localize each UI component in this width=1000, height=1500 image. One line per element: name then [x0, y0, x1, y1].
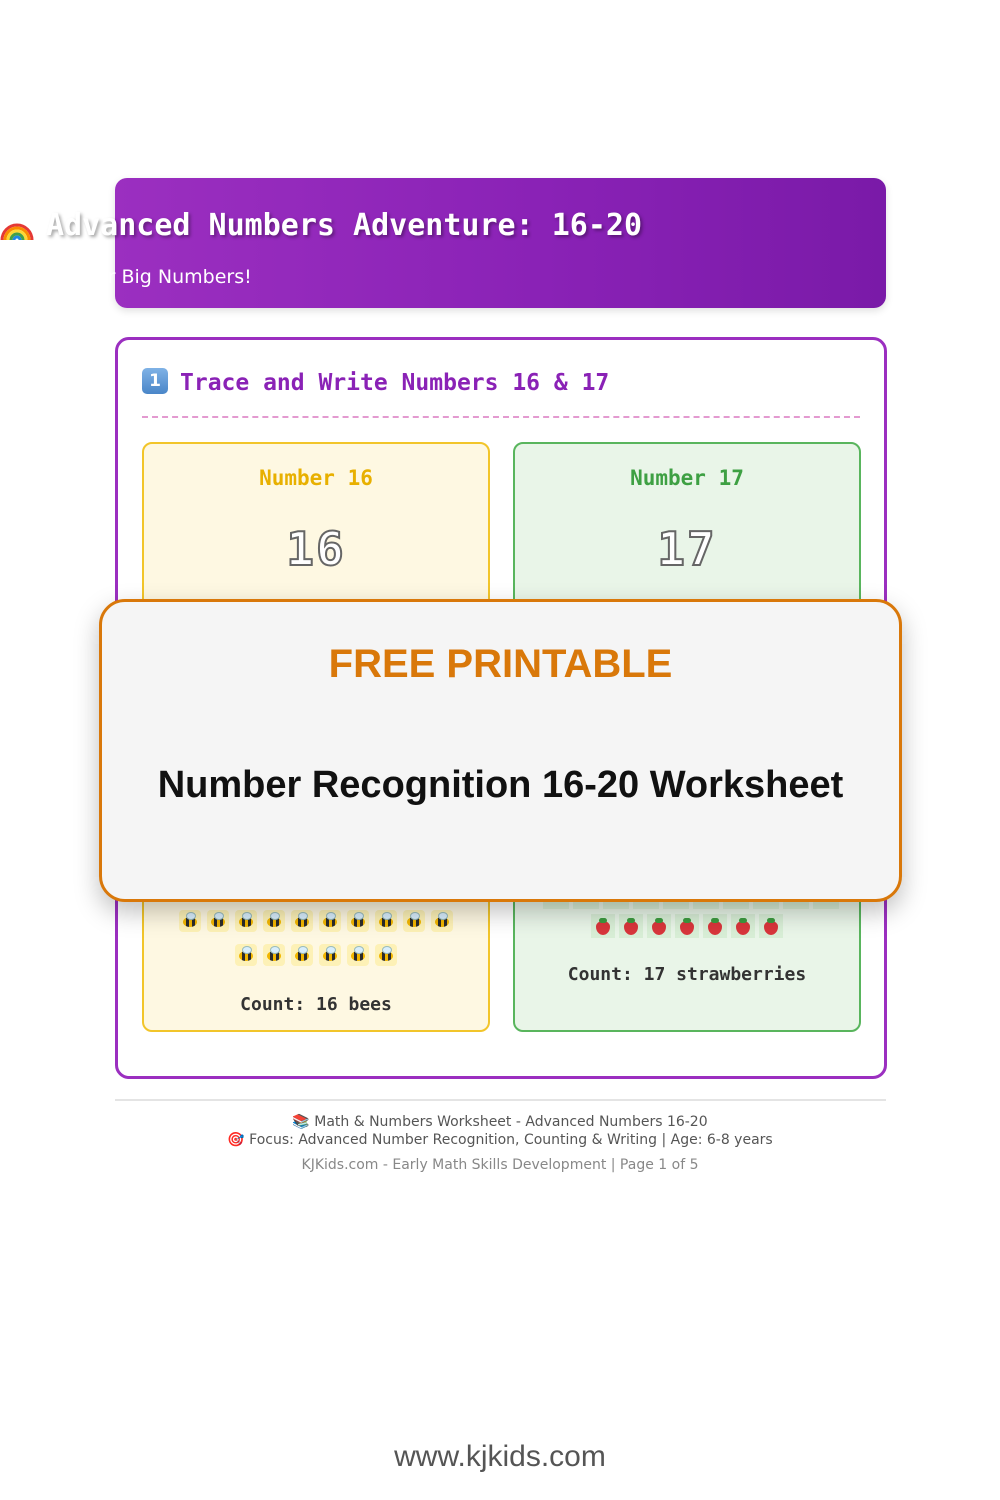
section-title-text: Trace and Write Numbers 16 & 17 [180, 370, 610, 396]
bee-icon [207, 910, 229, 932]
bee-icon [403, 910, 425, 932]
rainbow-icon [0, 214, 34, 234]
bee-row [144, 910, 488, 932]
number-one-icon: 1 [142, 368, 168, 394]
strawberry-icon [703, 914, 727, 938]
section-title [142, 370, 609, 397]
bee-icon [347, 944, 369, 966]
card-title: Number 16 [259, 466, 373, 490]
overlay-subtitle: Number Recognition 16-20 Worksheet [157, 764, 844, 806]
trace-number[interactable]: 17 [657, 522, 717, 576]
footer-text-2: Focus: Advanced Number Recognition, Counting & Writing | Age: 6-8 years [249, 1132, 773, 1148]
header-banner [115, 178, 886, 308]
page-subtitle: Let's Master Big Numbers! [0, 266, 252, 288]
bee-icon [347, 910, 369, 932]
promo-overlay [99, 599, 902, 902]
count-label: Count: 16 bees [240, 994, 392, 1015]
bee-icon [319, 910, 341, 932]
bee-icon [235, 944, 257, 966]
strawberry-icon [759, 914, 783, 938]
bee-icon [291, 944, 313, 966]
bee-icon [375, 910, 397, 932]
bee-icon [263, 944, 285, 966]
bee-icon [235, 910, 257, 932]
strawberry-icon [591, 914, 615, 938]
card-title: Number 17 [630, 466, 744, 490]
footer-line-3: KJKids.com - Early Math Skills Development | Page 1 of 5 [301, 1157, 699, 1173]
trace-number[interactable]: 16 [286, 522, 346, 576]
bee-row [144, 944, 488, 966]
books-icon: 📚 [292, 1114, 315, 1130]
website-url[interactable]: www.kjkids.com [394, 1440, 606, 1473]
bee-icon [291, 910, 313, 932]
overlay-title: FREE PRINTABLE [328, 642, 673, 686]
strawberry-icon [647, 914, 671, 938]
divider [142, 416, 860, 418]
strawberry-row [515, 914, 859, 938]
footer-line-2 [0, 1132, 1000, 1148]
bee-icon [431, 910, 453, 932]
bee-icon [375, 944, 397, 966]
strawberry-icon [675, 914, 699, 938]
target-icon: 🎯 [227, 1132, 250, 1148]
footer-line-1 [0, 1114, 1000, 1130]
title-text: Advanced Numbers Adventure: 16-20 [46, 208, 643, 243]
page-title [0, 208, 1000, 243]
bee-icon [263, 910, 285, 932]
bee-icon [319, 944, 341, 966]
footer-divider [115, 1099, 886, 1101]
footer-text-1: Math & Numbers Worksheet - Advanced Numbers 16-20 [314, 1114, 708, 1130]
strawberry-icon [731, 914, 755, 938]
count-label: Count: 17 strawberries [567, 964, 807, 985]
strawberry-icon [619, 914, 643, 938]
bee-icon [179, 910, 201, 932]
